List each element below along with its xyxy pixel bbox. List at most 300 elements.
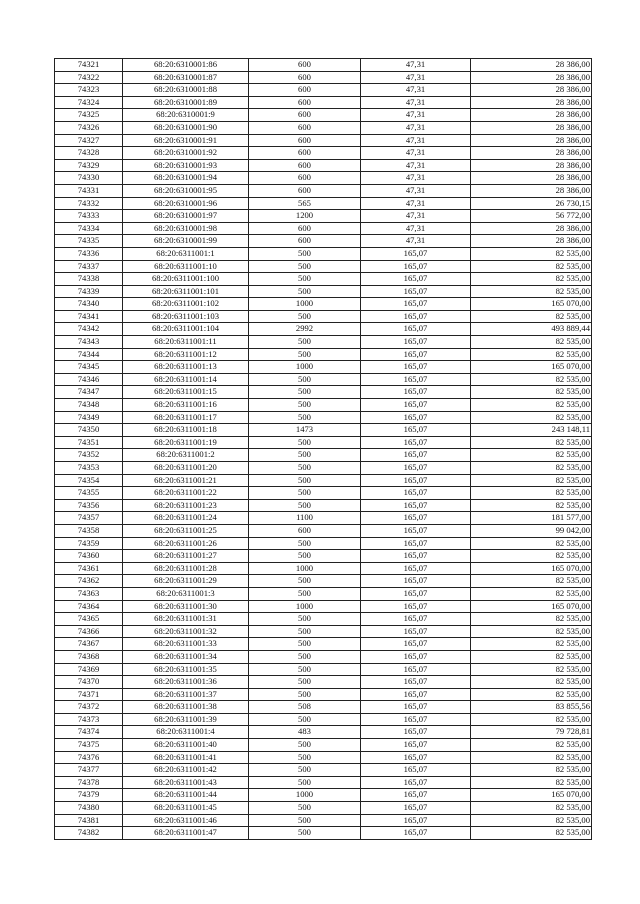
table-row xyxy=(55,550,592,563)
cadastral-number-cell: 68:20:6311001:19 xyxy=(123,436,249,449)
row-number-cell: 74345 xyxy=(55,361,123,374)
value-cell: 99 042,00 xyxy=(471,524,592,537)
row-number-cell: 74375 xyxy=(55,739,123,752)
row-number-cell: 74331 xyxy=(55,184,123,197)
row-number-cell: 74376 xyxy=(55,751,123,764)
value-cell: 82 535,00 xyxy=(471,764,592,777)
table-row xyxy=(55,210,592,223)
cadastral-number-cell: 68:20:6311001:4 xyxy=(123,726,249,739)
row-number-cell: 74360 xyxy=(55,550,123,563)
cadastral-number-cell: 68:20:6310001:93 xyxy=(123,159,249,172)
table-row xyxy=(55,827,592,840)
table-row xyxy=(55,134,592,147)
rate-cell: 165,07 xyxy=(361,814,471,827)
rate-cell: 165,07 xyxy=(361,247,471,260)
cadastral-number-cell: 68:20:6310001:97 xyxy=(123,210,249,223)
rate-cell: 165,07 xyxy=(361,827,471,840)
row-number-cell: 74362 xyxy=(55,575,123,588)
rate-cell: 47,31 xyxy=(361,222,471,235)
table-row xyxy=(55,701,592,714)
area-cell: 500 xyxy=(249,285,361,298)
area-cell: 500 xyxy=(249,537,361,550)
row-number-cell: 74355 xyxy=(55,487,123,500)
area-cell: 1473 xyxy=(249,424,361,437)
value-cell: 165 070,00 xyxy=(471,361,592,374)
area-cell: 500 xyxy=(249,776,361,789)
table-row xyxy=(55,247,592,260)
area-cell: 1000 xyxy=(249,361,361,374)
rate-cell: 165,07 xyxy=(361,726,471,739)
cadastral-number-cell: 68:20:6311001:10 xyxy=(123,260,249,273)
area-cell: 600 xyxy=(249,235,361,248)
area-cell: 500 xyxy=(249,550,361,563)
table-row xyxy=(55,487,592,500)
area-cell: 500 xyxy=(249,713,361,726)
rate-cell: 165,07 xyxy=(361,260,471,273)
value-cell: 82 535,00 xyxy=(471,676,592,689)
table-row xyxy=(55,764,592,777)
value-cell: 82 535,00 xyxy=(471,814,592,827)
value-cell: 82 535,00 xyxy=(471,273,592,286)
table-row xyxy=(55,449,592,462)
table-row xyxy=(55,776,592,789)
cadastral-number-cell: 68:20:6310001:88 xyxy=(123,84,249,97)
cadastral-number-cell: 68:20:6310001:94 xyxy=(123,172,249,185)
row-number-cell: 74332 xyxy=(55,197,123,210)
rate-cell: 165,07 xyxy=(361,348,471,361)
table-row xyxy=(55,71,592,84)
row-number-cell: 74350 xyxy=(55,424,123,437)
area-cell: 508 xyxy=(249,701,361,714)
table-row xyxy=(55,474,592,487)
table-row xyxy=(55,663,592,676)
cadastral-number-cell: 68:20:6311001:22 xyxy=(123,487,249,500)
rate-cell: 165,07 xyxy=(361,386,471,399)
cadastral-number-cell: 68:20:6311001:21 xyxy=(123,474,249,487)
cadastral-number-cell: 68:20:6311001:104 xyxy=(123,323,249,336)
rate-cell: 47,31 xyxy=(361,121,471,134)
area-cell: 500 xyxy=(249,613,361,626)
table-row xyxy=(55,802,592,815)
row-number-cell: 74337 xyxy=(55,260,123,273)
rate-cell: 47,31 xyxy=(361,84,471,97)
area-cell: 600 xyxy=(249,147,361,160)
area-cell: 500 xyxy=(249,814,361,827)
rate-cell: 165,07 xyxy=(361,310,471,323)
row-number-cell: 74381 xyxy=(55,814,123,827)
table-row xyxy=(55,524,592,537)
table-row xyxy=(55,587,592,600)
area-cell: 500 xyxy=(249,474,361,487)
area-cell: 500 xyxy=(249,802,361,815)
rate-cell: 47,31 xyxy=(361,71,471,84)
row-number-cell: 74374 xyxy=(55,726,123,739)
cadastral-number-cell: 68:20:6311001:24 xyxy=(123,512,249,525)
data-table xyxy=(54,58,592,840)
rate-cell: 47,31 xyxy=(361,159,471,172)
value-cell: 82 535,00 xyxy=(471,436,592,449)
value-cell: 82 535,00 xyxy=(471,247,592,260)
value-cell: 28 386,00 xyxy=(471,134,592,147)
table-row xyxy=(55,235,592,248)
area-cell: 565 xyxy=(249,197,361,210)
row-number-cell: 74365 xyxy=(55,613,123,626)
rate-cell: 165,07 xyxy=(361,739,471,752)
table-row xyxy=(55,739,592,752)
value-cell: 82 535,00 xyxy=(471,411,592,424)
cadastral-number-cell: 68:20:6310001:9 xyxy=(123,109,249,122)
area-cell: 600 xyxy=(249,222,361,235)
cadastral-number-cell: 68:20:6310001:91 xyxy=(123,134,249,147)
cadastral-number-cell: 68:20:6310001:92 xyxy=(123,147,249,160)
rate-cell: 165,07 xyxy=(361,802,471,815)
rate-cell: 47,31 xyxy=(361,210,471,223)
row-number-cell: 74344 xyxy=(55,348,123,361)
rate-cell: 165,07 xyxy=(361,499,471,512)
cadastral-number-cell: 68:20:6310001:90 xyxy=(123,121,249,134)
value-cell: 165 070,00 xyxy=(471,562,592,575)
row-number-cell: 74353 xyxy=(55,462,123,475)
cadastral-number-cell: 68:20:6310001:99 xyxy=(123,235,249,248)
value-cell: 493 889,44 xyxy=(471,323,592,336)
cadastral-number-cell: 68:20:6311001:25 xyxy=(123,524,249,537)
row-number-cell: 74380 xyxy=(55,802,123,815)
cadastral-number-cell: 68:20:6311001:27 xyxy=(123,550,249,563)
row-number-cell: 74329 xyxy=(55,159,123,172)
row-number-cell: 74363 xyxy=(55,587,123,600)
area-cell: 500 xyxy=(249,751,361,764)
value-cell: 82 535,00 xyxy=(471,751,592,764)
rate-cell: 165,07 xyxy=(361,575,471,588)
table-row xyxy=(55,399,592,412)
cadastral-number-cell: 68:20:6311001:38 xyxy=(123,701,249,714)
rate-cell: 165,07 xyxy=(361,424,471,437)
cadastral-number-cell: 68:20:6311001:14 xyxy=(123,373,249,386)
row-number-cell: 74328 xyxy=(55,147,123,160)
area-cell: 500 xyxy=(249,336,361,349)
area-cell: 500 xyxy=(249,638,361,651)
area-cell: 600 xyxy=(249,172,361,185)
area-cell: 500 xyxy=(249,449,361,462)
value-cell: 82 535,00 xyxy=(471,587,592,600)
area-cell: 483 xyxy=(249,726,361,739)
area-cell: 500 xyxy=(249,462,361,475)
area-cell: 1000 xyxy=(249,298,361,311)
cadastral-number-cell: 68:20:6311001:28 xyxy=(123,562,249,575)
rate-cell: 47,31 xyxy=(361,184,471,197)
row-number-cell: 74347 xyxy=(55,386,123,399)
row-number-cell: 74341 xyxy=(55,310,123,323)
value-cell: 82 535,00 xyxy=(471,487,592,500)
area-cell: 600 xyxy=(249,96,361,109)
table-row xyxy=(55,600,592,613)
cadastral-number-cell: 68:20:6311001:37 xyxy=(123,688,249,701)
rate-cell: 47,31 xyxy=(361,109,471,122)
value-cell: 82 535,00 xyxy=(471,776,592,789)
rate-cell: 165,07 xyxy=(361,676,471,689)
rate-cell: 165,07 xyxy=(361,776,471,789)
row-number-cell: 74371 xyxy=(55,688,123,701)
table-row xyxy=(55,726,592,739)
value-cell: 82 535,00 xyxy=(471,550,592,563)
value-cell: 28 386,00 xyxy=(471,147,592,160)
row-number-cell: 74367 xyxy=(55,638,123,651)
rate-cell: 165,07 xyxy=(361,449,471,462)
value-cell: 79 728,81 xyxy=(471,726,592,739)
area-cell: 500 xyxy=(249,663,361,676)
value-cell: 82 535,00 xyxy=(471,474,592,487)
rate-cell: 47,31 xyxy=(361,59,471,72)
rate-cell: 165,07 xyxy=(361,298,471,311)
rate-cell: 165,07 xyxy=(361,273,471,286)
row-number-cell: 74327 xyxy=(55,134,123,147)
cadastral-number-cell: 68:20:6311001:36 xyxy=(123,676,249,689)
rate-cell: 165,07 xyxy=(361,399,471,412)
table-row xyxy=(55,688,592,701)
area-cell: 500 xyxy=(249,273,361,286)
cadastral-number-cell: 68:20:6311001:46 xyxy=(123,814,249,827)
rate-cell: 165,07 xyxy=(361,436,471,449)
value-cell: 28 386,00 xyxy=(471,71,592,84)
value-cell: 82 535,00 xyxy=(471,650,592,663)
cadastral-number-cell: 68:20:6311001:44 xyxy=(123,789,249,802)
row-number-cell: 74349 xyxy=(55,411,123,424)
area-cell: 500 xyxy=(249,575,361,588)
table-row xyxy=(55,285,592,298)
table-row xyxy=(55,676,592,689)
row-number-cell: 74321 xyxy=(55,59,123,72)
table-row xyxy=(55,462,592,475)
area-cell: 1000 xyxy=(249,789,361,802)
cadastral-number-cell: 68:20:6310001:86 xyxy=(123,59,249,72)
row-number-cell: 74378 xyxy=(55,776,123,789)
value-cell: 82 535,00 xyxy=(471,663,592,676)
table-row xyxy=(55,260,592,273)
row-number-cell: 74356 xyxy=(55,499,123,512)
value-cell: 82 535,00 xyxy=(471,499,592,512)
value-cell: 82 535,00 xyxy=(471,827,592,840)
value-cell: 181 577,00 xyxy=(471,512,592,525)
value-cell: 82 535,00 xyxy=(471,336,592,349)
row-number-cell: 74338 xyxy=(55,273,123,286)
table-row xyxy=(55,172,592,185)
cadastral-number-cell: 68:20:6311001:39 xyxy=(123,713,249,726)
table-row xyxy=(55,575,592,588)
area-cell: 500 xyxy=(249,764,361,777)
value-cell: 82 535,00 xyxy=(471,739,592,752)
value-cell: 28 386,00 xyxy=(471,184,592,197)
table-row xyxy=(55,424,592,437)
row-number-cell: 74326 xyxy=(55,121,123,134)
value-cell: 82 535,00 xyxy=(471,373,592,386)
value-cell: 243 148,11 xyxy=(471,424,592,437)
table-row xyxy=(55,273,592,286)
table-row xyxy=(55,499,592,512)
rate-cell: 165,07 xyxy=(361,713,471,726)
rate-cell: 165,07 xyxy=(361,512,471,525)
table-row xyxy=(55,336,592,349)
row-number-cell: 74336 xyxy=(55,247,123,260)
cadastral-number-cell: 68:20:6311001:34 xyxy=(123,650,249,663)
row-number-cell: 74335 xyxy=(55,235,123,248)
rate-cell: 165,07 xyxy=(361,688,471,701)
area-cell: 600 xyxy=(249,159,361,172)
cadastral-number-cell: 68:20:6311001:43 xyxy=(123,776,249,789)
value-cell: 28 386,00 xyxy=(471,109,592,122)
cadastral-number-cell: 68:20:6311001:16 xyxy=(123,399,249,412)
row-number-cell: 74323 xyxy=(55,84,123,97)
value-cell: 82 535,00 xyxy=(471,386,592,399)
rate-cell: 47,31 xyxy=(361,96,471,109)
table-row xyxy=(55,713,592,726)
rate-cell: 165,07 xyxy=(361,336,471,349)
cadastral-number-cell: 68:20:6311001:29 xyxy=(123,575,249,588)
row-number-cell: 74340 xyxy=(55,298,123,311)
area-cell: 600 xyxy=(249,184,361,197)
area-cell: 500 xyxy=(249,625,361,638)
area-cell: 1000 xyxy=(249,562,361,575)
area-cell: 500 xyxy=(249,411,361,424)
rate-cell: 165,07 xyxy=(361,323,471,336)
table-row xyxy=(55,751,592,764)
row-number-cell: 74342 xyxy=(55,323,123,336)
table-row xyxy=(55,84,592,97)
value-cell: 26 730,15 xyxy=(471,197,592,210)
cadastral-number-cell: 68:20:6311001:103 xyxy=(123,310,249,323)
table-row xyxy=(55,310,592,323)
value-cell: 28 386,00 xyxy=(471,96,592,109)
cadastral-number-cell: 68:20:6310001:87 xyxy=(123,71,249,84)
rate-cell: 165,07 xyxy=(361,524,471,537)
table-row xyxy=(55,222,592,235)
table-row xyxy=(55,298,592,311)
value-cell: 82 535,00 xyxy=(471,613,592,626)
rate-cell: 165,07 xyxy=(361,764,471,777)
area-cell: 1000 xyxy=(249,600,361,613)
row-number-cell: 74351 xyxy=(55,436,123,449)
area-cell: 600 xyxy=(249,524,361,537)
cadastral-number-cell: 68:20:6311001:100 xyxy=(123,273,249,286)
cadastral-number-cell: 68:20:6311001:2 xyxy=(123,449,249,462)
row-number-cell: 74348 xyxy=(55,399,123,412)
table-row xyxy=(55,512,592,525)
row-number-cell: 74366 xyxy=(55,625,123,638)
row-number-cell: 74354 xyxy=(55,474,123,487)
area-cell: 500 xyxy=(249,739,361,752)
rate-cell: 47,31 xyxy=(361,147,471,160)
area-cell: 2992 xyxy=(249,323,361,336)
rate-cell: 47,31 xyxy=(361,172,471,185)
rate-cell: 165,07 xyxy=(361,663,471,676)
table-row xyxy=(55,537,592,550)
rate-cell: 165,07 xyxy=(361,613,471,626)
area-cell: 500 xyxy=(249,436,361,449)
value-cell: 28 386,00 xyxy=(471,159,592,172)
area-cell: 500 xyxy=(249,260,361,273)
table-row xyxy=(55,436,592,449)
table-row xyxy=(55,638,592,651)
area-cell: 500 xyxy=(249,650,361,663)
value-cell: 82 535,00 xyxy=(471,399,592,412)
table-row xyxy=(55,184,592,197)
cadastral-number-cell: 68:20:6311001:31 xyxy=(123,613,249,626)
table-row xyxy=(55,96,592,109)
value-cell: 28 386,00 xyxy=(471,222,592,235)
area-cell: 500 xyxy=(249,499,361,512)
row-number-cell: 74382 xyxy=(55,827,123,840)
row-number-cell: 74343 xyxy=(55,336,123,349)
row-number-cell: 74372 xyxy=(55,701,123,714)
value-cell: 28 386,00 xyxy=(471,84,592,97)
table-row xyxy=(55,197,592,210)
value-cell: 165 070,00 xyxy=(471,789,592,802)
area-cell: 1200 xyxy=(249,210,361,223)
rate-cell: 165,07 xyxy=(361,285,471,298)
rate-cell: 165,07 xyxy=(361,474,471,487)
row-number-cell: 74334 xyxy=(55,222,123,235)
rate-cell: 165,07 xyxy=(361,373,471,386)
area-cell: 600 xyxy=(249,84,361,97)
table-row xyxy=(55,613,592,626)
value-cell: 82 535,00 xyxy=(471,285,592,298)
area-cell: 600 xyxy=(249,121,361,134)
value-cell: 28 386,00 xyxy=(471,235,592,248)
cadastral-number-cell: 68:20:6311001:102 xyxy=(123,298,249,311)
value-cell: 82 535,00 xyxy=(471,638,592,651)
value-cell: 82 535,00 xyxy=(471,260,592,273)
row-number-cell: 74373 xyxy=(55,713,123,726)
cadastral-number-cell: 68:20:6311001:20 xyxy=(123,462,249,475)
rate-cell: 165,07 xyxy=(361,600,471,613)
cadastral-number-cell: 68:20:6310001:98 xyxy=(123,222,249,235)
row-number-cell: 74379 xyxy=(55,789,123,802)
row-number-cell: 74324 xyxy=(55,96,123,109)
area-cell: 500 xyxy=(249,587,361,600)
table-row xyxy=(55,323,592,336)
row-number-cell: 74368 xyxy=(55,650,123,663)
table-row xyxy=(55,59,592,72)
table-row xyxy=(55,789,592,802)
cadastral-number-cell: 68:20:6310001:96 xyxy=(123,197,249,210)
row-number-cell: 74339 xyxy=(55,285,123,298)
value-cell: 82 535,00 xyxy=(471,348,592,361)
rate-cell: 165,07 xyxy=(361,487,471,500)
row-number-cell: 74333 xyxy=(55,210,123,223)
rate-cell: 165,07 xyxy=(361,638,471,651)
area-cell: 1100 xyxy=(249,512,361,525)
row-number-cell: 74346 xyxy=(55,373,123,386)
row-number-cell: 74352 xyxy=(55,449,123,462)
table-row xyxy=(55,650,592,663)
area-cell: 600 xyxy=(249,59,361,72)
value-cell: 28 386,00 xyxy=(471,59,592,72)
rate-cell: 165,07 xyxy=(361,650,471,663)
value-cell: 82 535,00 xyxy=(471,462,592,475)
table-row xyxy=(55,159,592,172)
cadastral-number-cell: 68:20:6311001:13 xyxy=(123,361,249,374)
value-cell: 165 070,00 xyxy=(471,298,592,311)
value-cell: 82 535,00 xyxy=(471,713,592,726)
value-cell: 56 772,00 xyxy=(471,210,592,223)
cadastral-number-cell: 68:20:6310001:89 xyxy=(123,96,249,109)
row-number-cell: 74369 xyxy=(55,663,123,676)
area-cell: 500 xyxy=(249,676,361,689)
rate-cell: 165,07 xyxy=(361,550,471,563)
row-number-cell: 74364 xyxy=(55,600,123,613)
area-cell: 500 xyxy=(249,348,361,361)
row-number-cell: 74357 xyxy=(55,512,123,525)
value-cell: 28 386,00 xyxy=(471,121,592,134)
